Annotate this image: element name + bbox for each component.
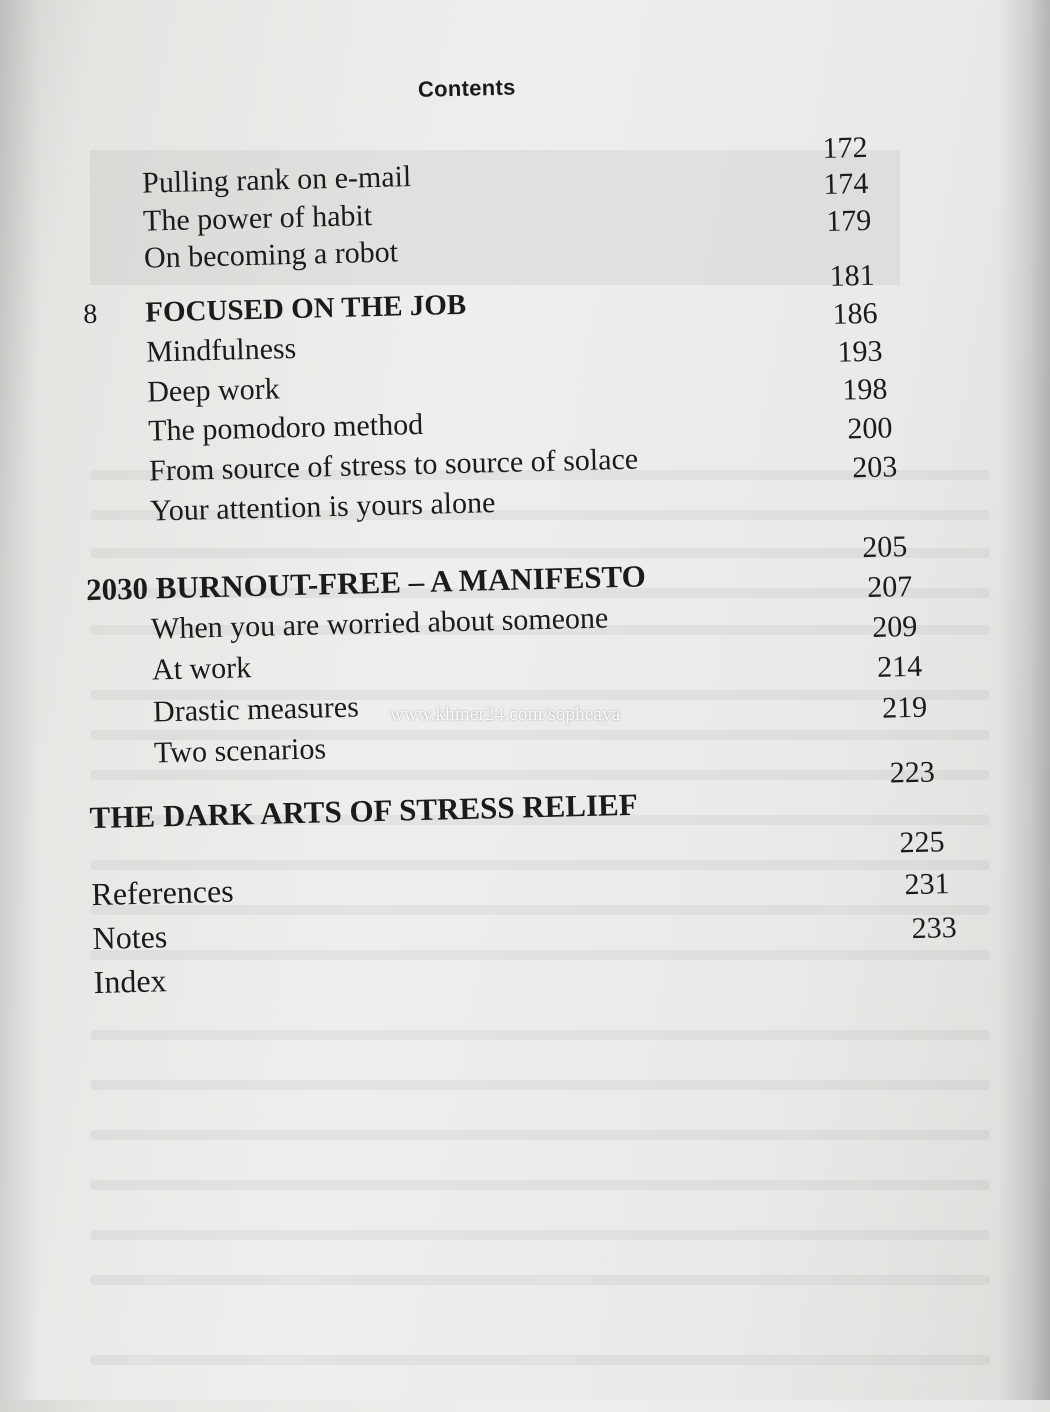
toc-entry-title: Mindfulness [145,331,297,369]
toc-entry [149,443,639,489]
toc-part-entry [89,787,638,836]
toc-entry [151,601,609,646]
toc-entry-title: Your attention is yours alone [149,486,496,528]
watermark-text: www.khmer24.com/sopheaya [390,704,621,725]
toc-entry [153,691,360,730]
toc-part-title: 2030 BURNOUT-FREE – A MANIFESTO [85,558,647,608]
toc-page-number: 193 [837,334,883,369]
toc-page-number: 172 [822,130,868,166]
toc-page-number: 203 [851,450,898,485]
toc-entry [154,732,327,770]
toc-entry-title: Pulling rank on e-mail [141,160,412,200]
toc-entry-title: Deep work [146,372,281,409]
toc-entry [150,486,496,528]
toc-page-number: 223 [889,755,936,790]
toc-entry [148,408,424,449]
toc-entry [144,235,399,275]
toc-entry-title: Notes [92,918,168,957]
toc-page-number: 214 [876,649,923,684]
toc-page-number: 219 [881,690,928,725]
toc-entry [147,372,280,409]
toc-backmatter-entry [91,873,234,913]
toc-entry-title: Drastic measures [152,690,360,729]
toc-part-entry [86,558,647,608]
toc-entry [143,199,373,239]
toc-entry-title: At work [151,651,252,687]
toc-entry-title: From source of stress to source of solace [148,442,639,488]
toc-entry-title: The pomodoro method [147,407,424,448]
toc-chapter-entry [83,289,467,331]
toc-chapter-title: FOCUSED ON THE JOB [144,288,467,329]
toc-entry [146,332,297,370]
toc-page-number: 179 [825,203,872,238]
toc-entry-title: Two scenarios [153,732,327,770]
toc-page-number: 198 [842,372,888,407]
toc-backmatter-entry [92,918,168,957]
toc-entry-title: On becoming a robot [143,235,399,275]
toc-backmatter-entry [93,962,167,1001]
toc-entry [152,651,252,687]
toc-page-number: 209 [871,609,918,644]
toc-entry-title: When you are worried about someone [150,601,609,646]
toc-page-number: 225 [899,825,945,860]
toc-page-number: 186 [832,296,878,331]
toc-part-title: THE DARK ARTS OF STRESS RELIEF [89,786,639,836]
page-edge-shadow [998,0,1050,1400]
toc-page-number: 233 [911,910,957,946]
toc-entry [142,160,412,201]
toc-page-number: 200 [846,411,893,446]
chapter-number: 8 [82,298,98,331]
toc-entry-title: Index [93,962,167,1001]
toc-page-number: 231 [904,867,950,902]
toc-page-number: 205 [861,530,908,565]
toc-entry-title: References [91,872,235,913]
toc-page-number: 174 [822,166,869,201]
running-head: Contents [417,74,516,102]
toc-entry-title: The power of habit [142,199,373,238]
toc-page-number: 207 [866,569,913,605]
toc-page-number: 181 [829,258,876,293]
